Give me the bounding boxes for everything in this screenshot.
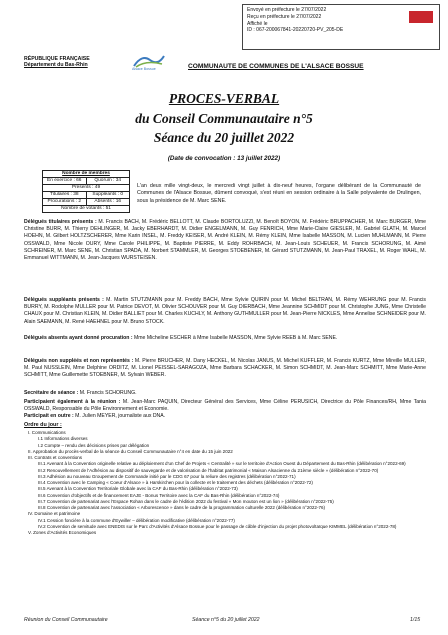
section-label: Participaient également à la réunion : — [24, 399, 121, 405]
agenda-item: IV.2 Convention de servitude avec ENEDIS sur le Parc d'Activités d'Alsace Bossue pour le passage de câble d'injection du projet photovoltaïque KIMMEL (délibération n°2022-78) — [38, 523, 397, 529]
agenda-list — [24, 430, 428, 536]
department-label: Département du Bas-Rhin — [24, 62, 88, 68]
section-absents — [24, 358, 426, 380]
agenda-item: III. Contrats et conventions — [28, 455, 83, 460]
section-label: Délégués titulaires présents : — [24, 219, 97, 225]
logo-graphic-icon — [132, 52, 166, 68]
section-text: M. Julien MEYER, journaliste aux DNA. — [73, 413, 166, 419]
agenda-item: I.1 Informations diverses — [38, 436, 88, 442]
section-participants — [24, 399, 426, 413]
prefecture-stamp — [242, 4, 440, 50]
agenda-item: I.2 Compte – rendu des décisions prises par délégation — [38, 442, 150, 448]
agenda-item: III.4 Convention avec le Camping « Coeur d'Alsace » à Harskirchen pour la collecte et le traitement des déchets (délibération n°2022-72) — [38, 480, 313, 485]
members-row — [43, 178, 129, 185]
agenda-item: V. Zones d'Activités Economiques — [28, 530, 97, 535]
section-text: M. Jean-Marc PAQUIN, Directeur Général des Services, Mme Céline PERUSICH, Directrice du Pôle Finances/RH, Mme Tania OSSWALD, Responsable du Pôle Environnement et Economie. — [24, 399, 426, 413]
members-table — [42, 170, 130, 213]
stamp-sent-date: Envoyé en préfecture le 27/07/2022 — [247, 7, 327, 13]
section-outre — [24, 413, 426, 420]
members-cell: Suppléants : 0 — [86, 192, 130, 198]
members-cell: Procurations : 2 — [47, 199, 82, 204]
agenda-item: III.6 Convention d'objectifs et de financement EAJE - Bonus Territoire avec la CAF du Bas-Rhin (délibération n°2022-74) — [38, 492, 280, 498]
section-text: M. Francis BACH, M. Frédéric BELLOTT, M. Claude BORTOLUZZI, M. Benoît BOYON, M. Frédéric BRUPPACHER, M. Marc BURGER, Mme Christine BURR, M. Thierry DEHLINGER, M. Jacky EBERHARDT, M. Didier ENGELMANN, M. Guy FENRICH, Mme Marie-Claire GIESLER, M. Gabriel GLATH, M. Marcel HOEHN, M. Gilbert HOLTZSCHERER, Mme Karin INSEL, M. Freddy KEISER, M. André KLEIN, M. Rémy KLEIN, Mme Isabelle MASSON, M. Lucien MUHLMANN, M. Pierre OSSWALD, Mme Nicole OURY, Mme Carole PHILIPPE, M. Baptiste PIERRE, M. Eddy ROHRBACH, M. Jean-Louis SCHEUER, M. Francis SCHORUNG, M. Aimé SCHREINER, M. Marc SENE, M. Christian SPADA, M. Norbert STAMMLER, M. Georges STOEBENER, M. Gérard STUTZMANN, M. Jean-Paul TRAXEL, M. Roger WAHL, M. Emmanuel WITTMANN, M. Jean-Jacques WURSTEISEN. — [24, 219, 426, 262]
agenda-item: III.7 Convention de partenariat avec l'Espace Rohan dans le cadre de l'édition 2022 du festival « Mon mouton est un lion » (délibération n°2022-75) — [38, 498, 334, 504]
agenda-item: III.3 Adhésion au nouveau Groupement de Commande initié par le CDG 67 pour la reliure des registres (délibération n°2022-71) — [38, 473, 296, 479]
section-label: Secrétaire de séance : — [24, 390, 79, 396]
section-suppleants — [24, 297, 426, 326]
convocation-date: (Date de convocation : 13 juillet 2022) — [167, 155, 281, 162]
alsace-bossue-logo — [132, 52, 166, 74]
footer-meeting: Réunion du Conseil Communautaire — [24, 617, 108, 623]
members-cell: Présents : 49 — [71, 185, 101, 190]
agenda-item: III.8 Convention de partenariat avec l'association « Arborescence » dans le cadre de la programmation culturelle 2022 (délibération n°2022-76) — [38, 505, 326, 510]
members-row — [43, 192, 129, 199]
communaute-title: COMMUNAUTE DE COMMUNES DE L'ALSACE BOSSUE — [188, 63, 364, 70]
section-label: Participait en outre : — [24, 413, 74, 419]
stamp-id: ID : 067-200067841-20220720-PV_205-DE — [247, 27, 344, 34]
agenda-item: I. Communications — [28, 430, 66, 435]
members-cell: Absents : 16 — [86, 199, 130, 205]
stamp-posted: Affiché le — [247, 20, 268, 27]
members-cell: En exercice : 66 — [47, 178, 82, 183]
section-text: Mme Micheline ESCHER à Mme Isabelle MASSON, Mme Sylvie REEB à M. Marc SENE. — [132, 335, 338, 341]
agenda-item: III.5 Avenant à la Convention Territoriale Globale avec la CAF du Bas-Rhin (délibération n°2022-73) — [38, 486, 238, 492]
section-label: Délégués absents ayant donné procuration : — [24, 335, 133, 341]
agenda-title: Ordre du jour : — [24, 422, 62, 428]
section-procurations — [24, 335, 426, 342]
republic-header — [24, 56, 90, 68]
members-cell: Titulaires : 38 — [49, 192, 79, 197]
members-header: Nombre de membres — [43, 171, 129, 178]
council-subtitle: du Conseil Communautaire n°5 — [135, 111, 313, 126]
section-text: M. Francis SCHORUNG. — [78, 390, 137, 396]
agenda-item: IV. Domaine et patrimoine — [28, 511, 81, 517]
section-secretaire — [24, 390, 426, 397]
members-cell: Nombre de votants : 51 — [61, 206, 111, 211]
section-titulaires — [24, 219, 426, 262]
agenda-item: II. Approbation du procès-verbal de la séance du Conseil Communautaire n°4 en date du 15 juin 2022 — [28, 448, 233, 454]
stamp-logo — [409, 11, 433, 23]
agenda-item: IV.1 Cession foncière à la commune d'Eywiller – délibération modificative (délibération n°2022-77) — [38, 517, 235, 523]
session-date: Séance du 20 juillet 2022 — [153, 130, 295, 145]
logo-text: Alsace Bossue — [132, 67, 156, 71]
agenda-item: III.2 Renouvellement de l'Adhésion au dispositif de sauvegarde et de valorisation de l'habitat patrimonial « Maison Alsacienne du 21ème siècle » (délibération n°2022-70) — [38, 467, 379, 473]
section-label: Délégués suppléants présents : — [24, 297, 104, 303]
stamp-received-date: Reçu en préfecture le 27/07/2022 — [247, 13, 322, 20]
footer-page-number: 1/15 — [410, 617, 421, 623]
members-row — [43, 185, 129, 192]
section-text: M. Martin STUTZMANN pour M. Freddy BACH, Mme Sylvie QUIRIN pour M. Michel BELTRAN, M. Rémy WEHRUNG pour M. Francis BURRY, M. Rodolphe MULLER pour M. Patrice DEVOT, M. Olivier SCHOUVER pour M. Guy DIERBACH, Mme Jeannine SCHMIDT pour M. Christophe JUNG, Mme Christelle CHAUX pour M. Christian KLEIN, M. Didier BALLIET pour M. Charles KUCHLY, M. Anthony GUTHMULLER pour M. Jean-Pierre NICKLES, Mme Annelise SCHNEIDER pour M. Alain SAEMANN, M. René HAEHNEL pour M. Bruno STOCK. — [24, 297, 426, 325]
intro-paragraph: L'an deux mille vingt-deux, le mercredi vingt juillet à dix-neuf heures, l'organe délibérant de la Communauté de Communes de l'Alsace Bossue, dûment convoqué, s'est réuni en session ordinaire à la Salle polyvalente de Drulingen, sous la présidence de M. Marc SENE. — [137, 183, 421, 204]
section-label: Délégués non suppléés et non représentés : — [24, 358, 134, 364]
members-cell: Quorum : 34 — [86, 178, 130, 184]
members-row — [43, 206, 129, 212]
document-title: PROCES-VERBAL — [168, 91, 280, 106]
section-text: M. Pierre BRUCHER, M. Dany HECKEL, M. Nicolas JANUS, M. Michel KUFFLER, M. Francis KURTZ, Mme Mireille MULLER, M. Paul NUSSLEIN, Mme Delphine ORDITZ, M. Lionel PEISSEL-SARAGOZA, Mme Barbara SCHACKER, M. Simon SCHMIDT, M. Jean-Marc SCHMITT, Mme Marie-Anne SCHMITT, Mme Guillemette STOEBNER, M. Sylvain WEBER. — [24, 358, 427, 379]
republic-label: RÉPUBLIQUE FRANÇAISE — [24, 56, 90, 62]
members-row — [43, 199, 129, 206]
agenda-item: III.1 Avenant à la Convention originelle relative au déploiement d'un Chef de Projets « Centralité » sur le territoire d'Action Ouest du Département du Bas-Rhin (délibération n°2022-69) — [38, 461, 406, 467]
footer-session: Séance n°5 du 20 juillet 2022 — [192, 617, 260, 623]
